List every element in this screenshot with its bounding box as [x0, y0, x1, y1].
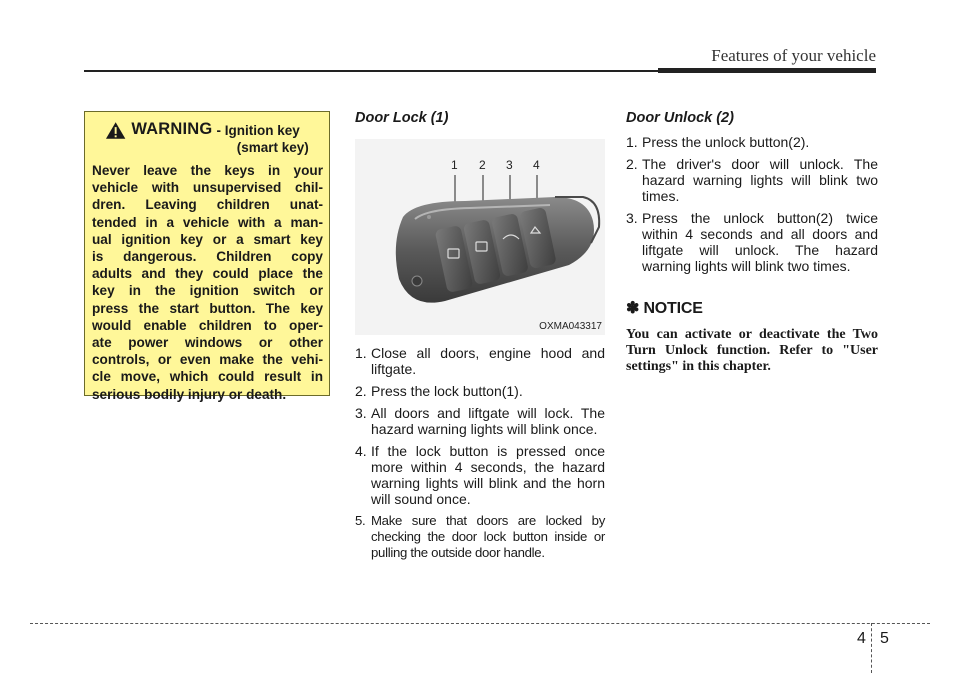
chapter-number: 4	[857, 630, 866, 647]
figure-callout-4: 4	[533, 158, 540, 172]
list-item	[355, 513, 605, 561]
header-rule	[84, 70, 658, 72]
step-number: 3.	[626, 210, 638, 226]
step-text: Close all doors, engine hood and liftgate.	[371, 345, 605, 377]
notice-title: ✽ NOTICE	[626, 300, 703, 317]
list-item	[355, 345, 605, 377]
step-number: 1.	[355, 345, 367, 361]
warning-text-line: ual ignition key or a smart key	[92, 231, 323, 247]
step-number: 4.	[355, 443, 367, 459]
list-item	[355, 405, 605, 437]
warning-header	[105, 120, 323, 156]
warning-text-line: tended in a vehicle with a man-	[92, 214, 323, 230]
warning-triangle-icon	[105, 121, 126, 140]
door-unlock-steps	[626, 134, 878, 274]
warning-text-line: key in the ignition switch or	[92, 283, 323, 299]
door-lock-section	[355, 110, 605, 567]
figure-callout-3: 3	[506, 158, 513, 172]
warning-text-line: vehicle with unsupervised chil-	[92, 180, 323, 196]
footer-divider	[871, 623, 872, 673]
notice-text: You can activate or deactivate the Two Turn Unlock function. Refer to "User settings" in this chapter.	[626, 327, 878, 374]
warning-text-line: adults and they could place the	[92, 266, 323, 282]
warning-text-line: controls, or even make the vehi-	[92, 352, 323, 368]
header-rule-accent	[658, 68, 876, 73]
figure-callout-2: 2	[479, 158, 486, 172]
step-number: 1.	[626, 134, 638, 150]
door-unlock-title: Door Unlock (2)	[626, 110, 734, 126]
step-text: All doors and liftgate will lock. The hazard warning lights will blink once.	[371, 405, 605, 437]
footer-rule	[30, 623, 930, 624]
step-number: 5.	[355, 513, 366, 528]
warning-text-line: Never leave the keys in your	[92, 163, 323, 178]
list-item	[626, 134, 878, 150]
list-item	[355, 443, 605, 507]
page-number: 5	[880, 630, 889, 647]
step-text: The driver's door will unlock. The hazard warning lights will blink two times.	[642, 156, 878, 204]
warning-text-line: press the start button. The key	[92, 300, 323, 316]
figure-caption: OXMA043317	[539, 321, 602, 332]
step-text: Press the unlock button(2).	[642, 134, 810, 150]
warning-subtitle	[216, 122, 323, 156]
door-unlock-section	[626, 110, 878, 375]
warning-text-line: serious bodily injury or death.	[92, 386, 287, 402]
warning-label: WARNING	[131, 120, 213, 138]
smart-key-figure	[355, 139, 605, 335]
step-text: Press the unlock button(2) twice within 4 seconds and all doors and liftgate will unlock. The hazard warning lights will blink two times.	[642, 210, 878, 274]
list-item	[626, 210, 878, 274]
running-header: Features of your vehicle	[711, 46, 876, 65]
door-lock-title: Door Lock (1)	[355, 110, 449, 126]
warning-box	[84, 111, 330, 402]
step-number: 2.	[626, 156, 638, 172]
warning-subtitle-line2: (smart key)	[236, 140, 309, 155]
list-item	[355, 383, 605, 399]
warning-subtitle-line1: - Ignition key	[216, 123, 300, 138]
warning-text-line: dren. Leaving children unat-	[92, 197, 323, 213]
step-text: Press the lock button(1).	[371, 383, 523, 399]
step-text: Make sure that doors are locked by checking the door lock button inside or pulling the outside door handle.	[371, 513, 605, 560]
warning-text-line: cle move, which could result in	[92, 369, 323, 385]
step-number: 2.	[355, 383, 367, 399]
warning-text-line: is dangerous. Children copy	[92, 249, 323, 265]
smart-key-illustration	[355, 139, 605, 335]
step-text: If the lock button is pressed once more within 4 seconds, the hazard warning lights will blink and the horn will sound once.	[371, 443, 605, 507]
door-lock-steps	[355, 345, 605, 561]
list-item	[626, 156, 878, 204]
warning-text-line: would enable children to oper-	[92, 317, 323, 333]
warning-text-line: ate power windows or other	[92, 335, 323, 351]
figure-callout-1: 1	[451, 158, 458, 172]
warning-text	[92, 162, 323, 403]
step-number: 3.	[355, 405, 367, 421]
